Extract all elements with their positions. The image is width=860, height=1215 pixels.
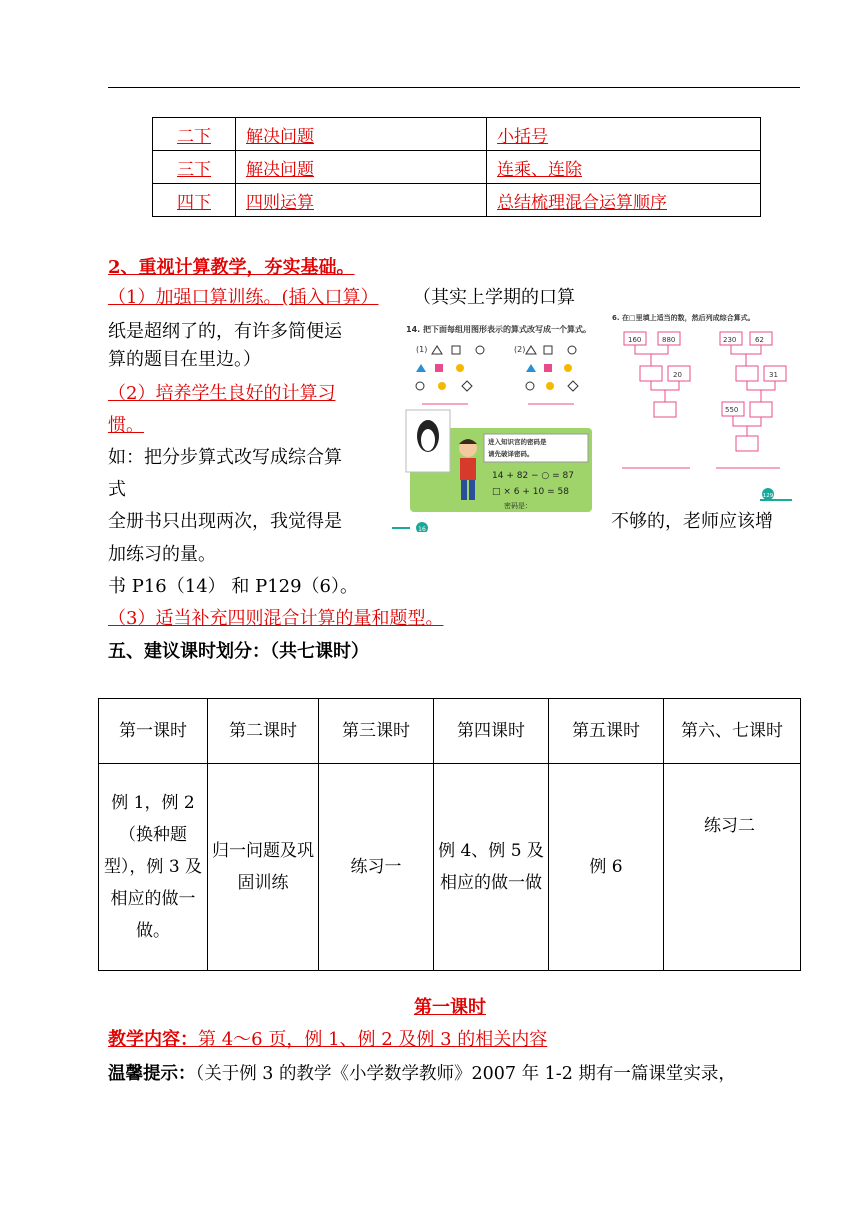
content-text: 第 4～6 页，例 1、例 2 及例 3 的相关内容 <box>198 1029 548 1050</box>
content-cell: 小括号 <box>497 126 548 147</box>
section2-appear: 加练习的量。 <box>108 544 216 565</box>
section2-item2: 惯。 <box>108 415 144 436</box>
number-box: 550 <box>725 406 739 414</box>
number-box: 230 <box>723 336 737 344</box>
header-rule <box>108 87 800 88</box>
equation-2: □ × 6 + 10 = 58 <box>492 487 569 497</box>
section2-appear: 不够的，老师应该增 <box>611 511 773 532</box>
tip-text: （关于例 3 的教学《小学数学教师》2007 年 1-2 期有一篇课堂实录， <box>195 1064 736 1084</box>
table-row <box>153 151 761 184</box>
shape-equations-1 <box>416 346 484 404</box>
content-cell: 总结梳理混合运算顺序 <box>497 192 667 213</box>
curriculum-table <box>152 117 761 217</box>
section2-item1: （1）加强口算训练。(插入口算） <box>108 287 379 308</box>
number-box: 880 <box>662 336 676 344</box>
page-number: 16 <box>418 526 426 532</box>
lesson1-title: 第一课时 <box>414 997 486 1018</box>
page-number: 129 <box>762 493 774 499</box>
section2-appear: 全册书只出现两次，我觉得是 <box>108 511 342 532</box>
header-cell: 第四课时 <box>434 699 549 764</box>
image1-part2: (2) <box>514 345 526 354</box>
topic-cell: 解决问题 <box>246 159 314 180</box>
table-cell: 例 4、例 5 及相应的做一做 <box>434 764 549 971</box>
header-cell: 第六、七课时 <box>664 699 801 764</box>
table-row <box>99 764 801 971</box>
table-row <box>153 118 761 151</box>
table-cell: 归一问题及巩固训练 <box>208 764 319 971</box>
topic-cell: 四则运算 <box>246 192 314 213</box>
flow-diagram-left <box>622 332 690 468</box>
image2-title: 6. 在□里填上适当的数，然后列成综合算式。 <box>612 314 755 322</box>
section5-heading: 五、建议课时划分：（共七课时） <box>108 641 369 662</box>
bubble-text: 进入知识宫的密码是 <box>488 438 547 446</box>
section2-item1-note: 纸是超纲了的，有许多简便运 <box>108 321 342 342</box>
section2-example: 如：把分步算式改写成综合算 <box>108 447 342 468</box>
content-cell: 连乘、连除 <box>497 159 582 180</box>
grade-cell: 二下 <box>177 126 211 147</box>
grade-cell: 三下 <box>177 159 211 180</box>
header-cell: 第二课时 <box>208 699 319 764</box>
table-cell: 例 1，例 2（换种题型），例 3 及相应的做一做。 <box>99 764 208 971</box>
code-label: 密码是： <box>504 502 532 510</box>
number-box: 31 <box>769 371 778 379</box>
image1-part1: (1) <box>416 345 428 354</box>
table-cell: 练习二 <box>664 764 801 971</box>
topic-cell: 解决问题 <box>246 126 314 147</box>
table-row <box>99 699 801 764</box>
shape-equations-2 <box>526 346 578 404</box>
header-cell: 第五课时 <box>549 699 664 764</box>
equation-1: 14 + 82 − ○ = 87 <box>492 471 574 481</box>
image1-title: 14. 把下面每组用图形表示的算式改写成一个算式。 <box>406 325 591 334</box>
number-box: 20 <box>673 371 682 379</box>
section2-item1-note: （其实上学期的口算 <box>413 287 575 308</box>
grade-cell: 四下 <box>177 192 211 213</box>
header-cell: 第三课时 <box>319 699 434 764</box>
section2-item2: （2）培养学生良好的计算习 <box>108 383 336 404</box>
bubble-text: 请先破译密码。 <box>488 450 534 458</box>
section2-item1-note: 算的题目在里边。） <box>108 349 261 370</box>
textbook-image-p129 <box>608 308 802 506</box>
tip-label: 温馨提示： <box>108 1064 196 1084</box>
header-cell: 第一课时 <box>99 699 208 764</box>
textbook-image-p16 <box>392 320 595 532</box>
table-row <box>153 184 761 217</box>
number-box: 62 <box>755 336 764 344</box>
content-label: 教学内容： <box>108 1029 198 1050</box>
section2-pages: 书 P16（14） 和 P129（6）。 <box>108 576 359 597</box>
section2-heading: 2、重视计算教学，夯实基础。 <box>108 257 355 278</box>
section2-example: 式 <box>108 479 126 500</box>
table-cell: 练习一 <box>319 764 434 971</box>
lesson-plan-table <box>98 698 801 971</box>
number-box: 160 <box>628 336 642 344</box>
section2-item3: （3）适当补充四则混合计算的量和题型。 <box>108 608 444 629</box>
flow-diagram-right <box>716 332 786 468</box>
table-cell: 例 6 <box>549 764 664 971</box>
